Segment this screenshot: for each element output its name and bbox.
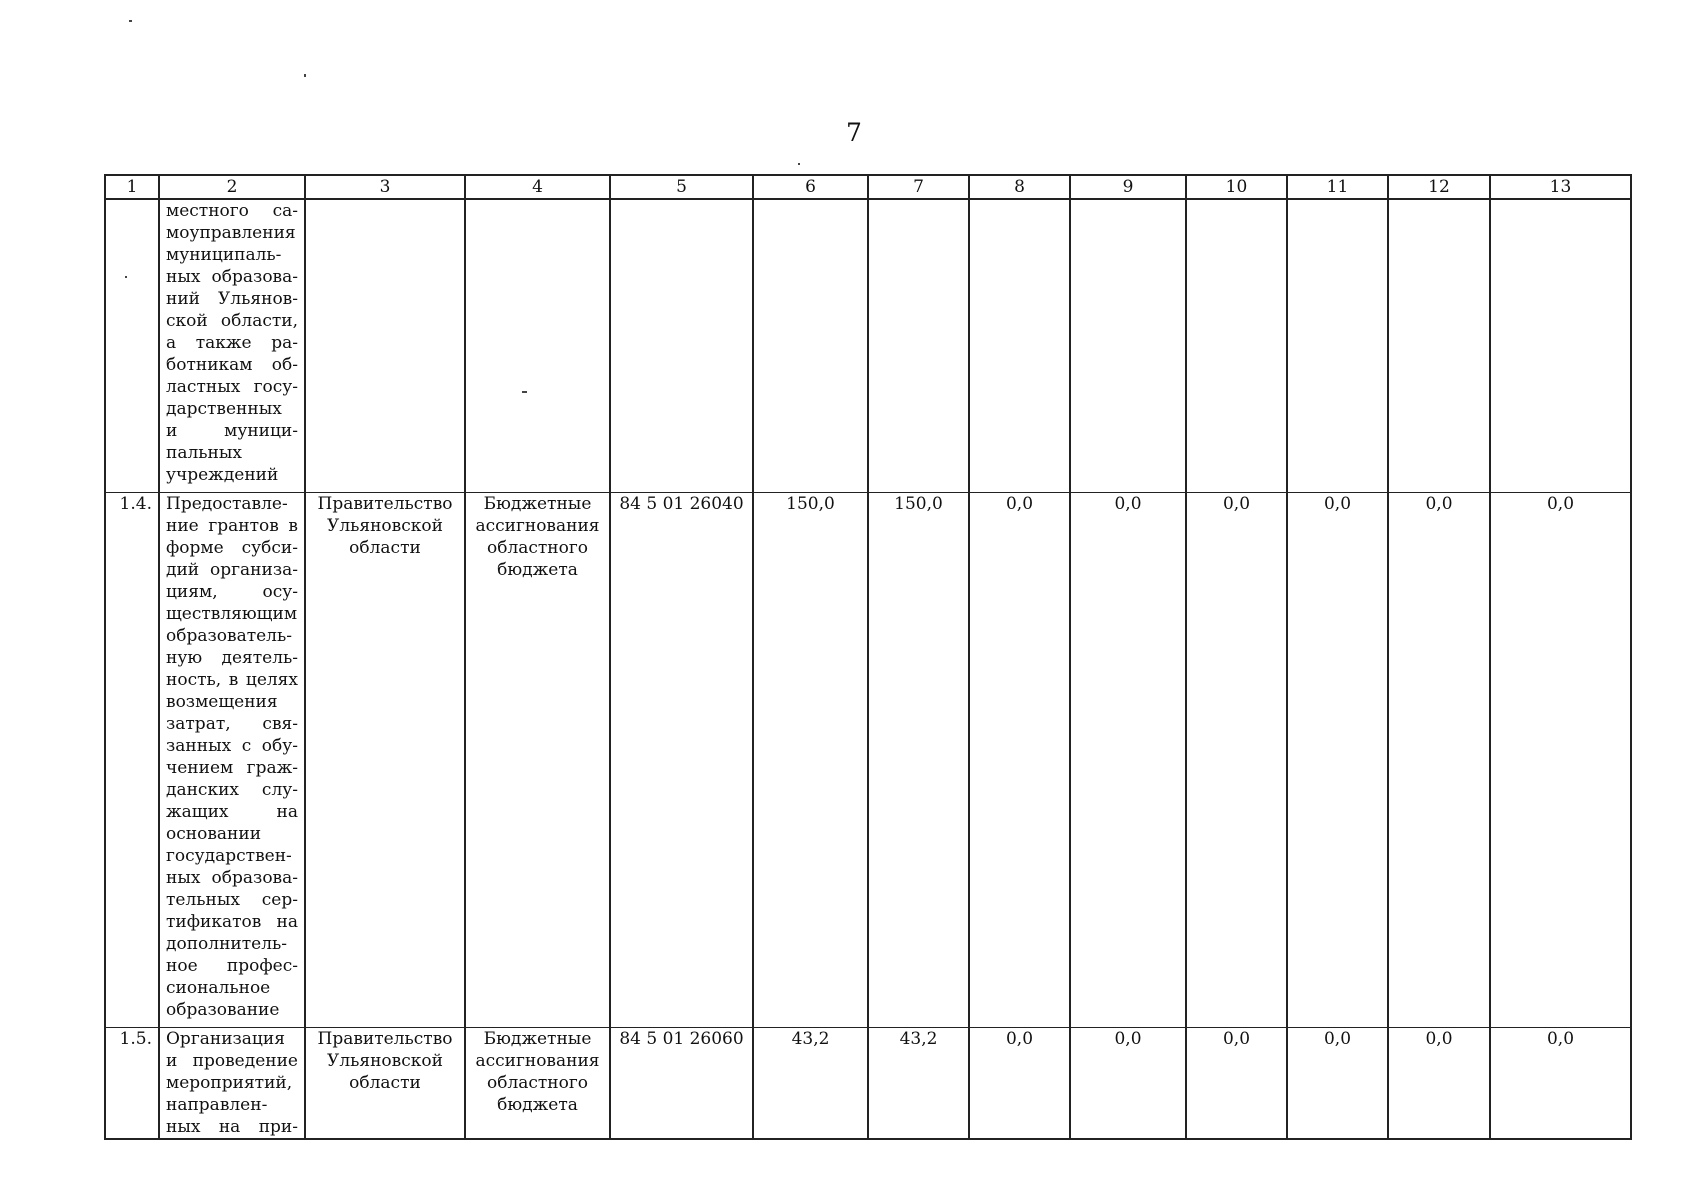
- cell-text-line: основании: [166, 824, 262, 844]
- cell-text-line: Бюджетные: [483, 1029, 592, 1049]
- executor-cell: [305, 1028, 465, 1140]
- amount-cell: [1388, 199, 1490, 493]
- measure-name-cell: [159, 493, 305, 1028]
- cell-text-line: ных на при-: [166, 1117, 298, 1137]
- measure-name-cell: [159, 199, 305, 493]
- budget-table-container: [104, 174, 1630, 1140]
- cell-text-line: ластных госу-: [166, 377, 298, 397]
- row-number-cell: 1.4.: [105, 493, 159, 1028]
- amount-cell: 0,0: [1070, 1028, 1186, 1140]
- amount-cell: 150,0: [868, 493, 969, 1028]
- cell-text-line: сиональное: [166, 978, 271, 998]
- cell-text-line: учреждений: [166, 465, 279, 485]
- amount-cell: 0,0: [969, 1028, 1070, 1140]
- cell-text-line: ской области,: [166, 311, 298, 331]
- budget-code-cell: 84 5 01 26040: [610, 493, 753, 1028]
- cell-text-line: форме субси-: [166, 538, 298, 558]
- amount-cell: 43,2: [868, 1028, 969, 1140]
- cell-text-line: ную деятель-: [166, 648, 298, 668]
- column-header: 1: [105, 175, 159, 199]
- cell-text-line: ность, в целях: [166, 670, 298, 690]
- cell-text-line: чением граж-: [166, 758, 298, 778]
- row-number-cell: 1.5.: [105, 1028, 159, 1140]
- amount-cell: 43,2: [753, 1028, 868, 1140]
- cell-text-line: и муници-: [166, 421, 298, 441]
- amount-cell: 0,0: [1070, 493, 1186, 1028]
- amount-cell: [1186, 199, 1287, 493]
- amount-cell: 0,0: [1490, 1028, 1631, 1140]
- cell-text-line: Правительство: [317, 494, 453, 514]
- cell-text-line: пальных: [166, 443, 242, 463]
- amount-cell: 0,0: [969, 493, 1070, 1028]
- cell-text-line: и проведение: [166, 1051, 298, 1071]
- cell-text-line: муниципаль-: [166, 245, 282, 265]
- executor-cell: [305, 199, 465, 493]
- scan-mark: [304, 74, 306, 77]
- amount-cell: 0,0: [1186, 1028, 1287, 1140]
- cell-text-line: бюджета: [497, 1095, 578, 1115]
- column-header: 13: [1490, 175, 1631, 199]
- cell-text-line: ных образова-: [166, 267, 298, 287]
- column-header: 11: [1287, 175, 1388, 199]
- cell-text-line: затрат, свя-: [166, 714, 298, 734]
- cell-text-line: дий организа-: [166, 560, 298, 580]
- cell-text-line: ботникам об-: [166, 355, 298, 375]
- column-header: 5: [610, 175, 753, 199]
- page-number: 7: [846, 118, 862, 147]
- cell-text-line: образование: [166, 1000, 280, 1020]
- cell-text-line: циям, осу-: [166, 582, 298, 602]
- cell-text-line: Правительство: [317, 1029, 453, 1049]
- table-row: [105, 493, 1631, 1028]
- header-row: [105, 175, 1631, 199]
- cell-text-line: возмещения: [166, 692, 278, 712]
- column-header: 8: [969, 175, 1070, 199]
- amount-cell: 0,0: [1490, 493, 1631, 1028]
- amount-cell: [753, 199, 868, 493]
- cell-text-line: ное профес-: [166, 956, 298, 976]
- column-header: 7: [868, 175, 969, 199]
- amount-cell: 150,0: [753, 493, 868, 1028]
- column-header: 6: [753, 175, 868, 199]
- amount-cell: [868, 199, 969, 493]
- amount-cell: [969, 199, 1070, 493]
- cell-text-line: мероприятий,: [166, 1073, 293, 1093]
- cell-text-line: ных образова-: [166, 868, 298, 888]
- cell-text-line: образователь-: [166, 626, 292, 646]
- amount-cell: 0,0: [1186, 493, 1287, 1028]
- cell-text-line: занных с обу-: [166, 736, 298, 756]
- budget-table: [104, 174, 1632, 1140]
- cell-text-line: ществляющим: [166, 604, 298, 624]
- cell-text-line: ние грантов в: [166, 516, 298, 536]
- amount-cell: [1287, 199, 1388, 493]
- cell-text-line: ний Ульянов-: [166, 289, 298, 309]
- cell-text-line: данских слу-: [166, 780, 298, 800]
- column-header: 12: [1388, 175, 1490, 199]
- cell-text-line: Бюджетные: [483, 494, 592, 514]
- cell-text-line: Организация: [166, 1029, 285, 1049]
- amount-cell: 0,0: [1388, 493, 1490, 1028]
- cell-text-line: тификатов на: [166, 912, 298, 932]
- budget-code-cell: [610, 199, 753, 493]
- funding-source-cell: [465, 1028, 610, 1140]
- cell-text-line: дополнитель-: [166, 934, 287, 954]
- funding-source-cell: [465, 199, 610, 493]
- cell-text-line: областного: [486, 1073, 589, 1093]
- cell-text-line: областного: [486, 538, 589, 558]
- cell-text-line: тельных сер-: [166, 890, 298, 910]
- cell-text-line: дарственных: [166, 399, 282, 419]
- cell-text-line: местного са-: [166, 201, 298, 221]
- cell-text-line: области: [349, 538, 421, 558]
- column-header: 9: [1070, 175, 1186, 199]
- measure-name-cell: [159, 1028, 305, 1140]
- cell-text-line: направлен-: [166, 1095, 268, 1115]
- cell-text-line: жащих на: [166, 802, 298, 822]
- cell-text-line: государствен-: [166, 846, 292, 866]
- cell-text-line: ассигнования: [475, 516, 600, 536]
- table-body: [105, 199, 1631, 1139]
- cell-text-line: ассигнования: [475, 1051, 600, 1071]
- amount-cell: [1490, 199, 1631, 493]
- cell-text-line: а также ра-: [166, 333, 298, 353]
- cell-text-line: области: [349, 1073, 421, 1093]
- column-header: 2: [159, 175, 305, 199]
- column-header: 3: [305, 175, 465, 199]
- column-header: 10: [1186, 175, 1287, 199]
- column-header: 4: [465, 175, 610, 199]
- scan-mark: [798, 163, 800, 165]
- funding-source-cell: [465, 493, 610, 1028]
- cell-text-line: Ульяновской: [327, 1051, 443, 1071]
- cell-text-line: бюджета: [497, 560, 578, 580]
- amount-cell: 0,0: [1287, 493, 1388, 1028]
- budget-code-cell: 84 5 01 26060: [610, 1028, 753, 1140]
- amount-cell: [1070, 199, 1186, 493]
- cell-text-line: Ульяновской: [327, 516, 443, 536]
- table-row: [105, 199, 1631, 493]
- amount-cell: 0,0: [1388, 1028, 1490, 1140]
- table-row: [105, 1028, 1631, 1140]
- executor-cell: [305, 493, 465, 1028]
- scan-mark: [129, 20, 132, 22]
- amount-cell: 0,0: [1287, 1028, 1388, 1140]
- cell-text-line: моуправления: [166, 223, 296, 243]
- cell-text-line: Предоставле-: [166, 494, 288, 514]
- row-number-cell: [105, 199, 159, 493]
